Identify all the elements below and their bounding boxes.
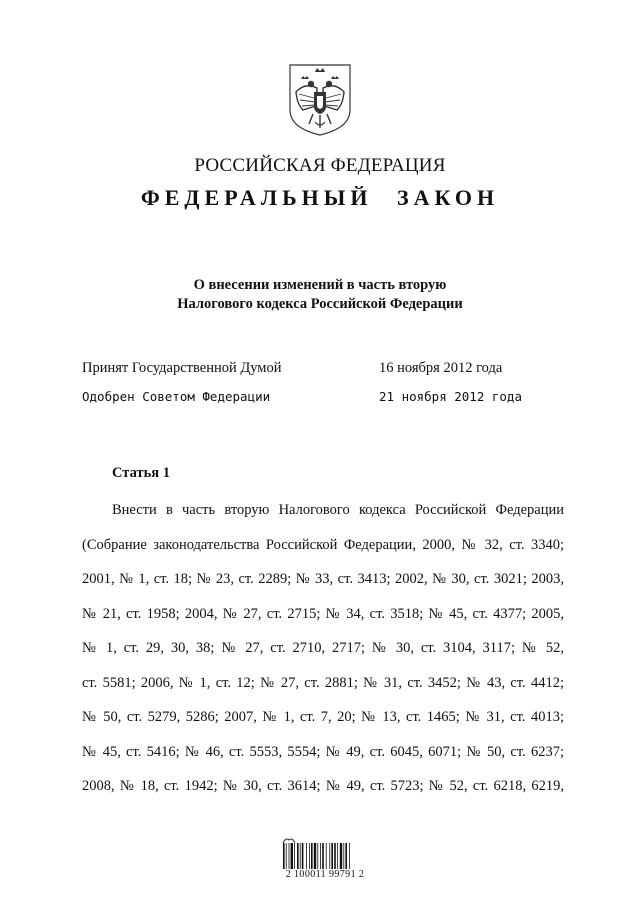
barcode-bar [340,843,342,869]
barcode-bar [297,843,299,869]
barcode-bar [329,843,330,869]
barcode-bar [314,843,316,869]
coat-of-arms-icon [287,62,353,138]
barcode-number: 2 100011 99791 2 [285,869,365,880]
barcode-bar [294,843,295,869]
barcode-bar [322,843,324,869]
article-body [82,500,564,811]
body-line: № 21, ст. 1958; 2004, № 27, ст. 2715; № 34, ст. 3518; № 45, ст. 4377; 2005, [82,605,564,622]
barcode-bar [300,843,301,869]
barcode-bar [311,843,313,869]
barcode-bar [289,843,290,869]
country-name: РОССИЙСКАЯ ФЕДЕРАЦИЯ [194,155,446,176]
body-line: № 1, ст. 29, 30, 38; № 27, ст. 2710, 2717; № 30, ст. 3104, 3117; № 52, [82,640,564,656]
article-heading: Статья 1 [112,465,170,481]
barcode-bar [291,843,293,869]
barcode-bar [320,843,321,869]
law-title-line: О внесении изменений в часть вторую [193,277,447,293]
adoption-date: 21 ноября 2012 года [379,389,522,404]
adoption-label: Принят Государственной Думой [82,360,282,376]
barcode-bar [345,843,347,869]
law-type-heading: ФЕДЕРАЛЬНЫЙ ЗАКОН [140,185,500,210]
body-line: 2008, № 18, ст. 1942; № 30, ст. 3614; № 49, ст. 5723; № 52, ст. 6218, 6219, [82,778,564,794]
body-line: 2001, № 1, ст. 18; № 23, ст. 2289; № 33, ст. 3413; 2002, № 30, ст. 3021; 2003, [82,571,564,587]
barcode-bar [286,843,287,869]
barcode-bar [343,843,344,869]
barcode-bar [334,843,336,869]
barcode-bar [331,843,333,869]
adoption-label: Одобрен Советом Федерации [82,389,271,404]
barcode-bar [283,843,285,869]
barcode-bar [317,843,318,869]
barcode-bar [349,843,350,869]
body-line: Внести в часть вторую Налогового кодекса Российской Федерации [112,502,564,518]
body-line: № 50, ст. 5279, 5286; 2007, № 1, ст. 7, 20; № 13, ст. 1465; № 31, ст. 4013; [82,709,564,725]
law-title-line: Налогового кодекса Российской Федерации [177,296,463,312]
barcode-bar [337,843,338,869]
body-line: (Собрание законодательства Российской Федерации, 2000, № 32, ст. 3340; [82,536,564,553]
barcode-bar [306,843,307,869]
body-line: ст. 5581; 2006, № 1, ст. 12; № 27, ст. 2881; № 31, ст. 3452; № 43, ст. 4412; [82,674,564,691]
adoption-date: 16 ноября 2012 года [379,360,503,376]
body-line: № 45, ст. 5416; № 46, ст. 5553, 5554; № 49, ст. 6045, 6071; № 50, ст. 6237; [82,743,564,760]
barcode-bar [309,843,310,869]
law-title [0,276,640,314]
barcode-bar [326,843,327,869]
barcode-bar [302,843,304,869]
barcode-icon [283,843,359,869]
